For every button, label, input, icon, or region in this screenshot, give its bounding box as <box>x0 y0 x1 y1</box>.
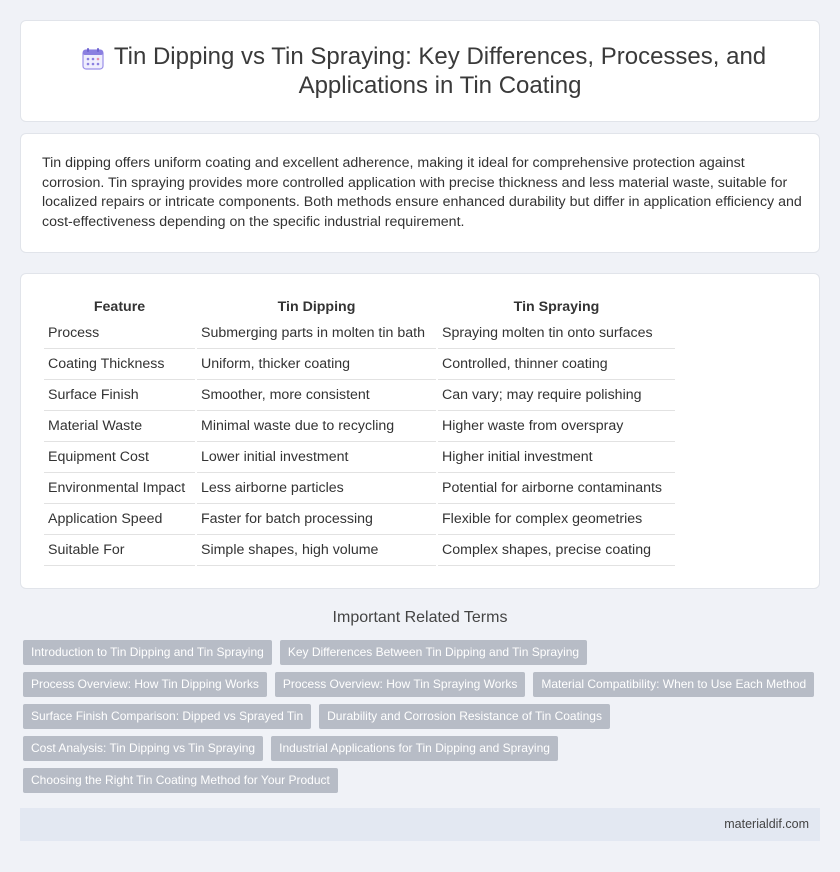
cell-feature: Application Speed <box>44 504 195 535</box>
table-row <box>44 473 675 504</box>
related-term-link[interactable]: Choosing the Right Tin Coating Method for Your Product <box>23 768 338 793</box>
cell-tin-spraying: Flexible for complex geometries <box>438 504 675 535</box>
cell-feature: Surface Finish <box>44 380 195 411</box>
cell-feature: Material Waste <box>44 411 195 442</box>
table-row <box>44 380 675 411</box>
cell-tin-spraying: Spraying molten tin onto surfaces <box>438 318 675 349</box>
footer-site: materialdif.com <box>724 817 809 831</box>
related-term-link[interactable]: Durability and Corrosion Resistance of Tin Coatings <box>319 704 610 729</box>
cell-feature: Coating Thickness <box>44 349 195 380</box>
related-term-link[interactable]: Process Overview: How Tin Spraying Works <box>275 672 526 697</box>
table-row <box>44 349 675 380</box>
column-header-tin-spraying: Tin Spraying <box>513 299 600 315</box>
cell-tin-dipping: Smoother, more consistent <box>197 380 436 411</box>
related-terms-row <box>23 704 813 736</box>
cell-feature: Process <box>44 318 195 349</box>
cell-feature: Equipment Cost <box>44 442 195 473</box>
cell-tin-spraying: Higher initial investment <box>438 442 675 473</box>
related-term-link[interactable]: Introduction to Tin Dipping and Tin Spraying <box>23 640 272 665</box>
related-term-link[interactable]: Material Compatibility: When to Use Each Method <box>533 672 814 697</box>
cell-tin-spraying: Complex shapes, precise coating <box>438 535 675 566</box>
cell-tin-dipping: Minimal waste due to recycling <box>197 411 436 442</box>
table-header-row <box>44 296 675 318</box>
cell-tin-dipping: Less airborne particles <box>197 473 436 504</box>
related-term-link[interactable]: Key Differences Between Tin Dipping and Tin Spraying <box>280 640 587 665</box>
related-terms-list <box>23 640 813 800</box>
intro-card <box>20 133 820 253</box>
page-title: Tin Dipping vs Tin Spraying: Key Differences, Processes, and Applications in Tin Coating <box>113 43 767 99</box>
related-terms-title: Important Related Terms <box>332 609 508 626</box>
comparison-table <box>42 296 677 566</box>
table-row <box>44 442 675 473</box>
related-terms-row <box>23 640 813 672</box>
table-row <box>44 504 675 535</box>
footer <box>20 808 820 841</box>
cell-feature: Environmental Impact <box>44 473 195 504</box>
column-header-feature: Feature <box>93 299 146 315</box>
cell-feature: Suitable For <box>44 535 195 566</box>
cell-tin-spraying: Higher waste from overspray <box>438 411 675 442</box>
column-header-tin-dipping: Tin Dipping <box>277 299 356 315</box>
cell-tin-spraying: Can vary; may require polishing <box>438 380 675 411</box>
related-term-link[interactable]: Process Overview: How Tin Dipping Works <box>23 672 267 697</box>
table-row <box>44 318 675 349</box>
cell-tin-dipping: Faster for batch processing <box>197 504 436 535</box>
table-row <box>44 411 675 442</box>
related-term-link[interactable]: Cost Analysis: Tin Dipping vs Tin Spraying <box>23 736 263 761</box>
related-terms-row <box>23 736 813 768</box>
related-term-link[interactable]: Industrial Applications for Tin Dipping and Spraying <box>271 736 558 761</box>
related-term-link[interactable]: Surface Finish Comparison: Dipped vs Sprayed Tin <box>23 704 311 729</box>
comparison-card <box>20 273 820 589</box>
table-row <box>44 535 675 566</box>
header-card <box>20 20 820 122</box>
cell-tin-spraying: Potential for airborne contaminants <box>438 473 675 504</box>
cell-tin-dipping: Submerging parts in molten tin bath <box>197 318 436 349</box>
table-body <box>44 318 675 566</box>
related-terms-row <box>23 672 813 704</box>
intro-paragraph: Tin dipping offers uniform coating and excellent adherence, making it ideal for comprehensive protection against corrosion. Tin spraying provides more controlled application with precise thickness and less material waste, suitable for localized repairs or intricate components. Both methods ensure enhanced durability but differ in application efficiency and cost-effectiveness depending on the specific industrial requirement. <box>42 155 802 230</box>
cell-tin-dipping: Lower initial investment <box>197 442 436 473</box>
cell-tin-dipping: Simple shapes, high volume <box>197 535 436 566</box>
cell-tin-dipping: Uniform, thicker coating <box>197 349 436 380</box>
related-terms-row <box>23 768 813 800</box>
cell-tin-spraying: Controlled, thinner coating <box>438 349 675 380</box>
